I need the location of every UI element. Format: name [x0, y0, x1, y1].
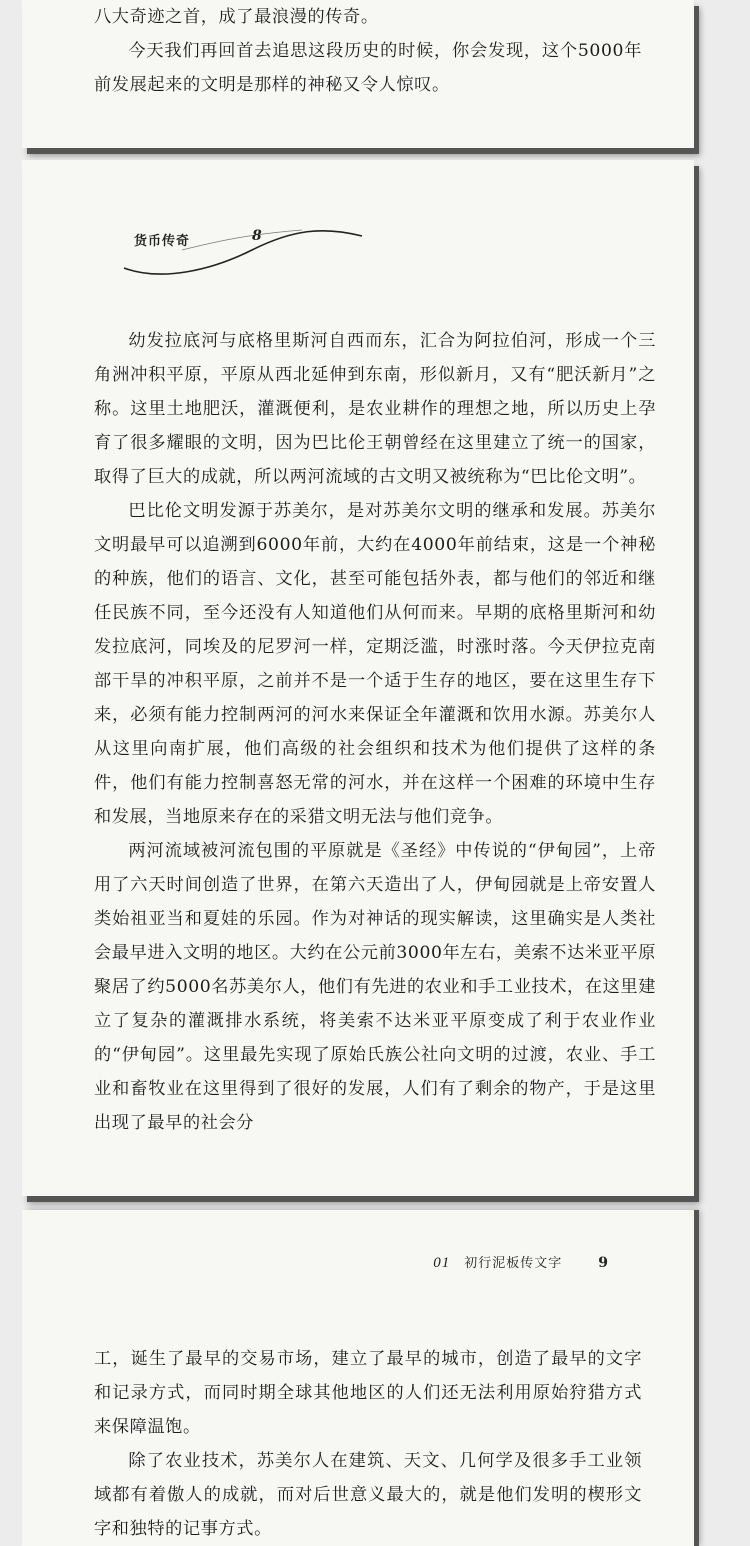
- paragraph: 今天我们再回首去追思这段历史的时候，你会发现，这个5000年前发展起来的文明是那样的神秘又令人惊叹。: [94, 41, 642, 95]
- body-text: [94, 1342, 642, 1546]
- chapter-title: 初行泥板传文字: [464, 1256, 563, 1271]
- paragraph: 幼发拉底河与底格里斯河自西而东，汇合为阿拉伯河，形成一个三角洲冲积平原，平原从西北延伸到东南，形似新月，又有“肥沃新月”之称。这里土地肥沃，灌溉便利，是农业耕作的理想之地，所以历史上孕育了很多耀眼的文明，因为巴比伦王朝曾经在这里建立了统一的国家，取得了巨大的成就，所以两河流域的古文明又被统称为“巴比伦文明”。: [94, 331, 656, 487]
- page-number: 8: [252, 228, 262, 244]
- paragraph: 除了农业技术，苏美尔人在建筑、天文、几何学及很多手工业领域都有着傲人的成就，而对后世意义最大的，就是他们发明的楔形文字和独特的记事方式。: [94, 1451, 642, 1539]
- paragraph: 两河流域被河流包围的平原就是《圣经》中传说的“伊甸园”，上帝用了六天时间创造了世界，在第六天造出了人，伊甸园就是上帝安置人类始祖亚当和夏娃的乐园。作为对神话的现实解读，这里确实是人类社会最早进入文明的地区。大约在公元前3000年左右，美索不达米亚平原聚居了约5000名苏美尔人，他们有先进的农业和手工业技术，在这里建立了复杂的灌溉排水系统，将美索不达米亚平原变成了利于农业作业的“伊甸园”。这里最先实现了原始氏族公社向文明的过渡，农业、手工业和畜牧业在这里得到了很好的发展，人们有了剩余的物产，于是这里出现了最早的社会分: [94, 841, 656, 1133]
- page-fragment-top: [22, 0, 694, 148]
- paragraph: 工，诞生了最早的交易市场，建立了最早的城市，创造了最早的文字和记录方式，而同时期全球其他地区的人们还无法利用原始狩猎方式来保障温饱。: [94, 1349, 642, 1437]
- page-9: [22, 1210, 694, 1546]
- running-header: [122, 220, 382, 280]
- paragraph: 巴比伦文明发源于苏美尔，是对苏美尔文明的继承和发展。苏美尔文明最早可以追溯到6000年前，大约在4000年前结束，这是一个神秘的种族，他们的语言、文化，甚至可能包括外表，都与他们的邻近和继任民族不同，至今还没有人知道他们从何而来。早期的底格里斯河和幼发拉底河，同埃及的尼罗河一样，定期泛滥，时涨时落。今天伊拉克南部干旱的冲积平原，之前并不是一个适于生存的地区，要在这里生存下来，必须有能力控制两河的河水来保证全年灌溉和饮用水源。苏美尔人从这里向南扩展，他们高级的社会组织和技术为他们提供了这样的条件，他们有能力控制喜怒无常的河水，并在这样一个困难的环境中生存和发展，当地原来存在的采猎文明无法与他们竞争。: [94, 501, 656, 827]
- page-8: [22, 160, 694, 1196]
- page-number: 9: [598, 1255, 608, 1271]
- running-header: [433, 1252, 608, 1272]
- chapter-number: 01: [433, 1255, 451, 1271]
- body-text: [94, 324, 656, 1140]
- paragraph: 八大奇迹之首，成了最浪漫的传奇。: [94, 7, 379, 27]
- body-text: [94, 0, 642, 102]
- book-title: 货币传奇: [134, 234, 191, 249]
